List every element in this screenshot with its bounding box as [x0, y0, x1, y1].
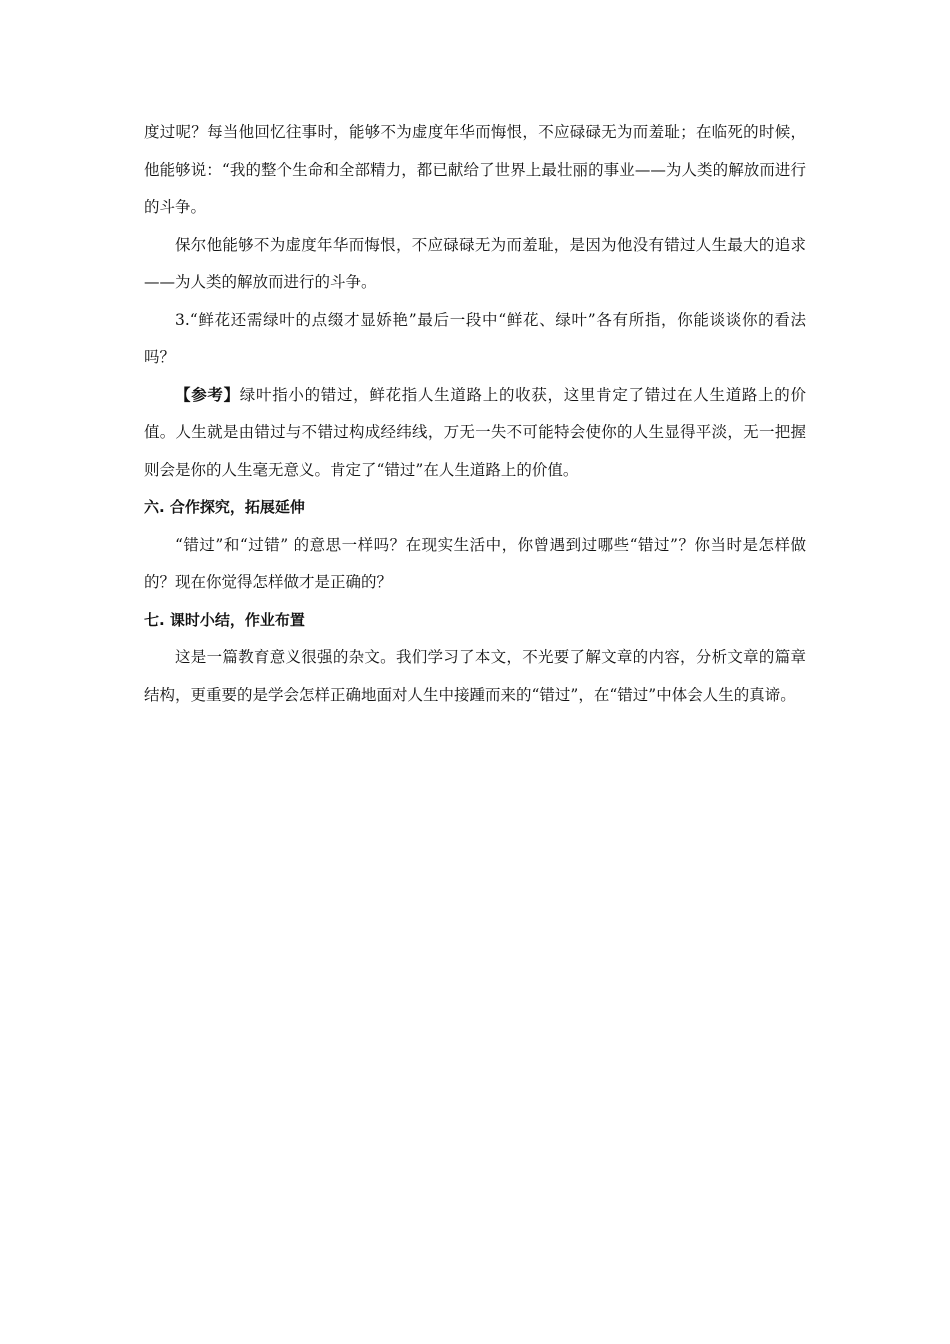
paragraph-continued: 度过呢？每当他回忆往事时，能够不为虚度年华而悔恨，不应碌碌无为而羞耻；在临死的时候，他能够说：“我的整个生命和全部精力，都已献给了世界上最壮丽的事业——为人类的解放而进行的斗争。	[144, 123, 806, 216]
section-heading-7: 七. 课时小结，作业布置	[144, 610, 305, 629]
paragraph-summary: 这是一篇教育意义很强的杂文。我们学习了本文，不光要了解文章的内容，分析文章的篇章结构，更重要的是学会怎样正确地面对人生中接踵而来的“错过”，在“错过”中体会人生的真谛。	[144, 648, 806, 704]
paragraph-explore: “错过”和“过错” 的意思一样吗？在现实生活中，你曾遇到过哪些“错过”？你当时是怎样做的？现在你觉得怎样做才是正确的？	[144, 535, 806, 591]
document-body	[144, 114, 806, 714]
reference-text: 绿叶指小的错过，鲜花指人生道路上的收获，这里肯定了错过在人生道路上的价值。人生就是由错过与不错过构成经纬线，万无一失不可能特会使你的人生显得平淡，无一把握则会是你的人生毫无意义。肯定了“错过”在人生道路上的价值。	[144, 385, 806, 479]
reference-answer	[144, 377, 806, 490]
question-3: 3.“鲜花还需绿叶的点缀才显娇艳”最后一段中“鲜花、绿叶”各有所指，你能谈谈你的看法吗？	[144, 310, 806, 366]
paragraph-paul: 保尔他能够不为虚度年华而悔恨，不应碌碌无为而羞耻，是因为他没有错过人生最大的追求——为人类的解放而进行的斗争。	[144, 235, 806, 291]
section-heading-6: 六. 合作探究，拓展延伸	[144, 498, 305, 516]
reference-tag: 【参考】	[175, 385, 240, 404]
